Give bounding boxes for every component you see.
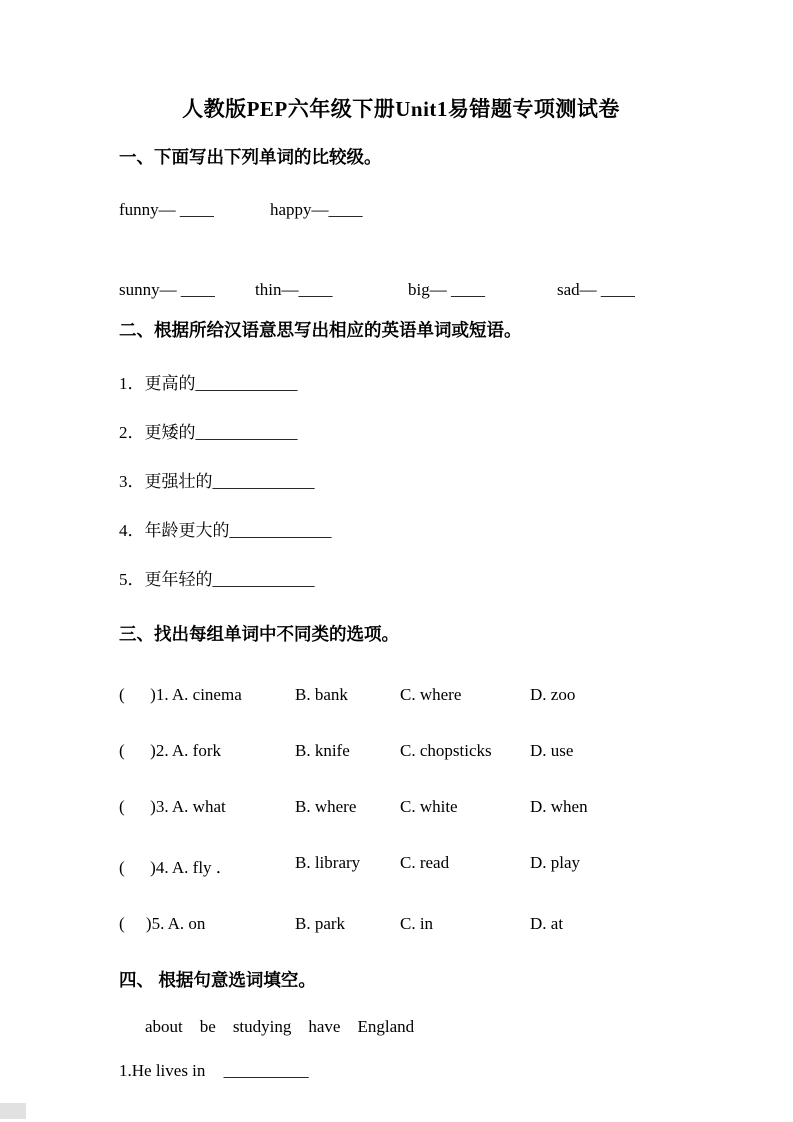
translation-item-2: 2．更矮的____________	[119, 423, 298, 442]
mc1-option-c: C. where	[400, 685, 462, 704]
section1-heading: 一、下面写出下列单词的比较级。	[119, 147, 382, 167]
mc1-option-a: ( )1. A. cinema	[119, 685, 242, 704]
mc3-option-d: D. when	[530, 797, 588, 816]
mc5-option-a: ( )5. A. on	[119, 914, 206, 933]
comparative-blank-funny: funny— ____	[119, 200, 214, 219]
translation-item-4: 4．年龄更大的____________	[119, 521, 332, 540]
mc4-option-b: B. library	[295, 853, 361, 872]
comparative-blank-sunny: sunny— ____	[119, 280, 215, 299]
sentence-1-blank: __________	[223, 1061, 309, 1080]
mc3-option-b: B. where	[295, 797, 357, 816]
mc1-option-b: B. bank	[295, 685, 348, 704]
mc5-option-c: C. in	[400, 914, 434, 933]
page-title: 人教版PEP六年级下册Unit1易错题专项测试卷	[182, 97, 620, 121]
comparative-blank-big: big— ____	[408, 280, 485, 299]
mc5-option-b: B. park	[295, 914, 346, 933]
section1-row2	[119, 280, 683, 300]
translation-item-5: 5．更年轻的____________	[119, 570, 315, 589]
comparative-blank-sad: sad— ____	[557, 280, 635, 299]
section1-row1	[119, 200, 683, 220]
mc4-option-a: ( )4. A. fly ．	[119, 858, 233, 877]
comparative-blank-happy: happy—____	[270, 200, 363, 219]
multiple-choice-row-5	[119, 914, 683, 934]
mc2-option-c: C. chopsticks	[400, 741, 492, 760]
comparative-blank-thin: thin—____	[255, 280, 333, 299]
mc4-option-d: D. play	[530, 853, 581, 872]
page-corner-artifact	[0, 1103, 26, 1119]
multiple-choice-row-1	[119, 685, 683, 705]
mc2-option-d: D. use	[530, 741, 574, 760]
mc3-option-c: C. white	[400, 797, 458, 816]
translation-item-3: 3．更强壮的____________	[119, 472, 315, 491]
sentence-1-label: 1.He lives in	[119, 1061, 206, 1080]
mc3-option-a: ( )3. A. what	[119, 797, 226, 816]
mc1-option-d: D. zoo	[530, 685, 576, 704]
section2-heading: 二、根据所给汉语意思写出相应的英语单词或短语。	[119, 320, 522, 340]
fill-in-sentence-1	[119, 1061, 683, 1081]
multiple-choice-row-4	[119, 853, 683, 878]
multiple-choice-row-3	[119, 797, 683, 817]
section3-heading: 三、找出每组单词中不同类的选项。	[119, 624, 399, 644]
mc2-option-b: B. knife	[295, 741, 350, 760]
mc4-option-c: C. read	[400, 853, 450, 872]
word-bank: about be studying have England	[145, 1017, 415, 1036]
section4-heading: 四、 根据句意选词填空。	[119, 970, 316, 990]
multiple-choice-row-2	[119, 741, 683, 761]
mc5-option-d: D. at	[530, 914, 564, 933]
translation-item-1: 1．更高的____________	[119, 374, 298, 393]
mc2-option-a: ( )2. A. fork	[119, 741, 221, 760]
